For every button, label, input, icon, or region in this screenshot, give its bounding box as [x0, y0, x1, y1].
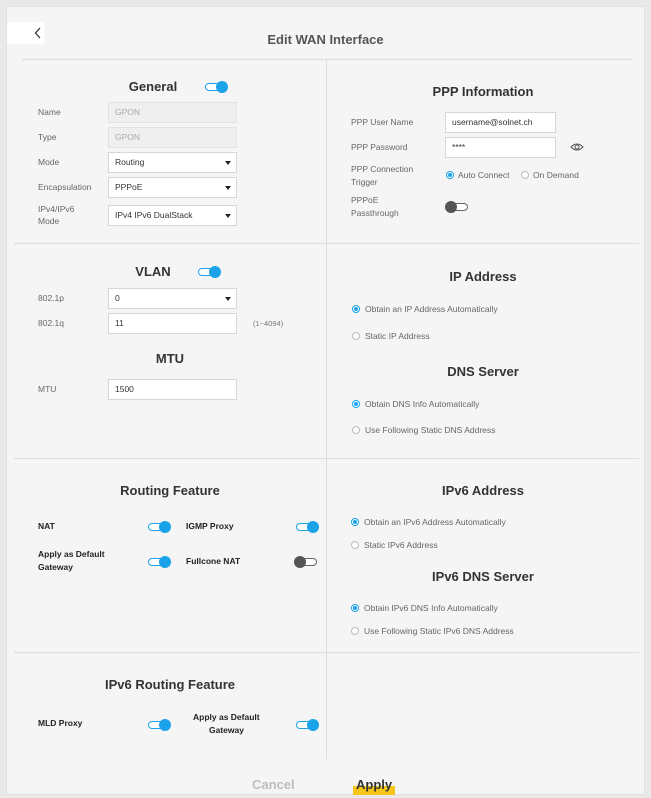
- nat-toggle[interactable]: [148, 521, 170, 533]
- divider: [326, 59, 327, 759]
- dns-static-radio[interactable]: [352, 426, 360, 434]
- nat-label: NAT: [38, 521, 55, 531]
- ppp-password-label: PPP Password: [351, 142, 408, 152]
- dns-auto-label: Obtain DNS Info Automatically: [365, 399, 480, 409]
- mtu-label: MTU: [38, 384, 57, 394]
- encapsulation-label: Encapsulation: [38, 182, 92, 192]
- ip-static-radio[interactable]: [352, 332, 360, 340]
- ipv6-dns-auto-radio[interactable]: [351, 604, 359, 612]
- ppp-trigger-label: PPP Connection: [351, 164, 414, 174]
- ipv6-dns-auto-label: Obtain IPv6 DNS Info Automatically: [364, 603, 498, 613]
- dns-auto-radio[interactable]: [352, 400, 360, 408]
- on-demand-label: On Demand: [533, 170, 579, 180]
- mtu-field[interactable]: 1500: [108, 379, 237, 400]
- mld-proxy-label: MLD Proxy: [38, 718, 83, 728]
- default-gateway-label: Gateway: [38, 562, 73, 572]
- mld-proxy-toggle[interactable]: [148, 719, 170, 731]
- ipv6-auto-radio[interactable]: [351, 518, 359, 526]
- auto-connect-radio[interactable]: [446, 171, 454, 179]
- igmp-proxy-label: IGMP Proxy: [186, 521, 234, 531]
- ipv6-default-gateway-toggle[interactable]: [296, 719, 318, 731]
- ipv6-dns-title: IPv6 DNS Server: [432, 569, 534, 584]
- mode-select[interactable]: Routing: [108, 152, 237, 173]
- ipv6-auto-label: Obtain an IPv6 Address Automatically: [364, 517, 506, 527]
- general-title: General: [128, 79, 178, 94]
- ip-mode-label: Mode: [38, 216, 60, 226]
- mode-label: Mode: [38, 157, 60, 167]
- ipv6-default-gateway-label: Gateway: [209, 725, 244, 735]
- divider: [14, 652, 639, 653]
- ppp-user-field[interactable]: username@solnet.ch: [445, 112, 556, 133]
- ipv6-address-title: IPv6 Address: [442, 483, 524, 498]
- name-field[interactable]: GPON: [108, 102, 237, 123]
- ipv6-dns-static-label: Use Following Static IPv6 DNS Address: [364, 626, 514, 636]
- auto-connect-label: Auto Connect: [458, 170, 510, 180]
- ppp-title: PPP Information: [432, 84, 534, 99]
- igmp-proxy-toggle[interactable]: [296, 521, 318, 533]
- ip-auto-radio[interactable]: [352, 305, 360, 313]
- ipv6-default-gateway-label: Apply as Default: [193, 712, 260, 722]
- pppoe-passthrough-toggle[interactable]: [446, 201, 468, 213]
- dialog-title: Edit WAN Interface: [267, 32, 384, 47]
- name-label: Name: [38, 107, 61, 117]
- vlan-8021q-label: 802.1q: [38, 318, 64, 328]
- routing-feature-title: Routing Feature: [120, 483, 220, 498]
- ipv6-routing-title: IPv6 Routing Feature: [104, 677, 236, 692]
- vlan-8021p-select[interactable]: 0: [108, 288, 237, 309]
- dns-server-title: DNS Server: [447, 364, 519, 379]
- ip-auto-label: Obtain an IP Address Automatically: [365, 304, 498, 314]
- encapsulation-select[interactable]: PPPoE: [108, 177, 237, 198]
- ipv6-static-radio[interactable]: [351, 541, 359, 549]
- pppoe-passthrough-label: PPPoE: [351, 195, 379, 205]
- ip-address-title: IP Address: [449, 269, 517, 284]
- apply-button[interactable]: Apply: [356, 777, 393, 792]
- mtu-title: MTU: [155, 351, 185, 366]
- vlan-range-hint: (1~4094): [253, 319, 284, 328]
- dns-static-label: Use Following Static DNS Address: [365, 425, 496, 435]
- vlan-title: VLAN: [135, 264, 171, 279]
- type-label: Type: [38, 132, 57, 142]
- divider: [14, 458, 639, 459]
- ipv6-dns-static-radio[interactable]: [351, 627, 359, 635]
- default-gateway-label: Apply as Default: [38, 549, 105, 559]
- vlan-toggle[interactable]: [198, 266, 220, 278]
- fullcone-nat-label: Fullcone NAT: [186, 556, 241, 566]
- ipv6-static-label: Static IPv6 Address: [364, 540, 438, 550]
- type-field[interactable]: GPON: [108, 127, 237, 148]
- ppp-user-label: PPP User Name: [351, 117, 414, 127]
- ip-static-label: Static IP Address: [365, 331, 430, 341]
- divider: [14, 243, 639, 244]
- ppp-trigger-label: Trigger: [351, 177, 378, 187]
- eye-icon[interactable]: [570, 142, 584, 152]
- vlan-8021q-field[interactable]: 11: [108, 313, 237, 334]
- on-demand-radio[interactable]: [521, 171, 529, 179]
- vlan-8021p-label: 802.1p: [38, 293, 64, 303]
- pppoe-passthrough-label: Passthrough: [351, 208, 399, 218]
- divider: [22, 59, 632, 60]
- ip-mode-select[interactable]: IPv4 IPv6 DualStack: [108, 205, 237, 226]
- ppp-password-field[interactable]: ****: [445, 137, 556, 158]
- ip-mode-label: IPv4/IPv6: [38, 204, 75, 214]
- general-toggle[interactable]: [205, 81, 227, 93]
- fullcone-nat-toggle[interactable]: [295, 556, 317, 568]
- cancel-button[interactable]: Cancel: [252, 777, 295, 792]
- default-gateway-toggle[interactable]: [148, 556, 170, 568]
